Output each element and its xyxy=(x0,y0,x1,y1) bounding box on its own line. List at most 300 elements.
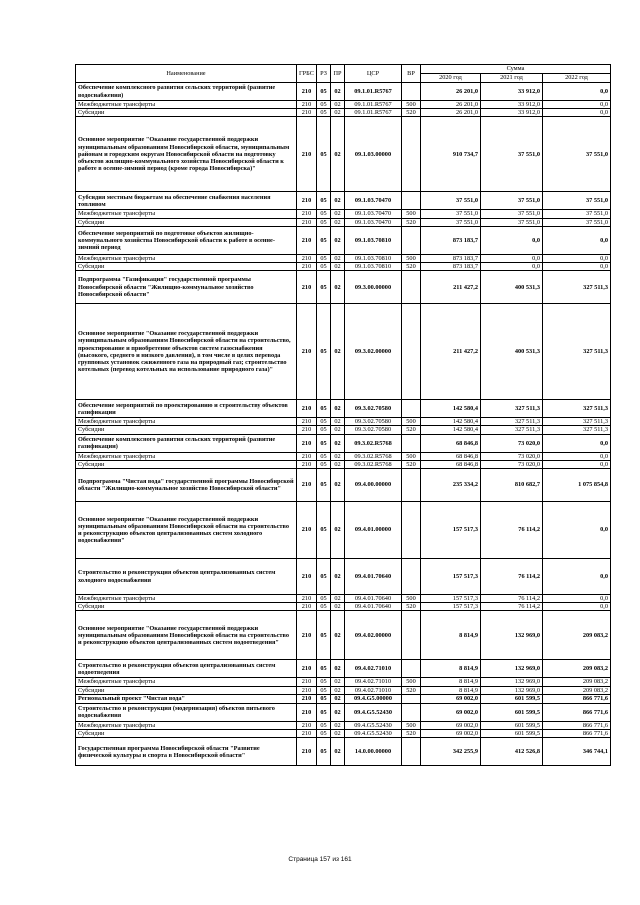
cell-2022: 0,0 xyxy=(543,595,611,603)
cell-vr xyxy=(402,83,421,101)
cell-2020: 157 517,3 xyxy=(421,603,481,611)
cell-2021: 73 020,0 xyxy=(481,452,543,460)
cell-csr: 09.3.02.R5768 xyxy=(345,434,402,452)
cell-2021: 327 511,3 xyxy=(481,426,543,434)
page-number: Страница 157 из 161 xyxy=(288,856,352,863)
cell-2021: 76 114,2 xyxy=(481,559,543,595)
table-row xyxy=(76,226,611,254)
table-row xyxy=(76,502,611,559)
header-pr: ПР xyxy=(331,65,345,83)
cell-rz: 05 xyxy=(317,426,331,434)
cell-name: Субсидии xyxy=(76,218,297,226)
cell-vr: 500 xyxy=(402,721,421,729)
table-row xyxy=(76,611,611,660)
cell-2022: 327 511,3 xyxy=(543,400,611,418)
cell-name: Обеспечение мероприятий по проектированию и строительству объектов газификации xyxy=(76,400,297,418)
cell-csr: 09.4.02.00000 xyxy=(345,611,402,660)
header-rz: РЗ xyxy=(317,65,331,83)
table-row xyxy=(76,730,611,738)
cell-2022: 0,0 xyxy=(543,434,611,452)
cell-vr xyxy=(402,502,421,559)
cell-2021: 132 969,0 xyxy=(481,611,543,660)
cell-pr: 02 xyxy=(331,603,345,611)
cell-vr xyxy=(402,117,421,192)
cell-2022: 37 551,0 xyxy=(543,210,611,218)
cell-rz: 05 xyxy=(317,210,331,218)
cell-2021: 73 020,0 xyxy=(481,434,543,452)
cell-2020: 235 334,2 xyxy=(421,469,481,502)
cell-2021: 76 114,2 xyxy=(481,603,543,611)
cell-csr: 09.3.02.R5768 xyxy=(345,460,402,468)
cell-vr: 520 xyxy=(402,218,421,226)
table-row xyxy=(76,304,611,400)
cell-vr: 500 xyxy=(402,595,421,603)
cell-vr: 520 xyxy=(402,603,421,611)
cell-pr: 02 xyxy=(331,400,345,418)
cell-vr: 520 xyxy=(402,426,421,434)
table-row xyxy=(76,101,611,109)
cell-pr: 02 xyxy=(331,469,345,502)
cell-name: Региональный проект "Чистая вода" xyxy=(76,694,297,703)
cell-name: Подпрограмма "Газификация" государственной программы Новосибирской области "Жилищно-коммунальное хозяйство Новосибирской области" xyxy=(76,271,297,304)
cell-csr: 09.1.03.70470 xyxy=(345,210,402,218)
cell-vr: 520 xyxy=(402,686,421,694)
table-row xyxy=(76,703,611,721)
cell-vr xyxy=(402,271,421,304)
cell-grbs: 210 xyxy=(297,452,317,460)
table-body xyxy=(76,83,611,766)
cell-2022: 37 551,0 xyxy=(543,192,611,210)
cell-grbs: 210 xyxy=(297,271,317,304)
cell-grbs: 210 xyxy=(297,254,317,262)
cell-grbs: 210 xyxy=(297,460,317,468)
cell-rz: 05 xyxy=(317,226,331,254)
cell-2021: 73 020,0 xyxy=(481,460,543,468)
cell-csr: 09.1.01.R5767 xyxy=(345,109,402,117)
cell-vr xyxy=(402,660,421,678)
cell-grbs: 210 xyxy=(297,426,317,434)
cell-grbs: 210 xyxy=(297,304,317,400)
cell-name: Основное мероприятие "Оказание государственной поддержки муниципальным образованиям Новосибирской области на строительство и реконструкцию объектов централизованных систем холодного водоснабжения" xyxy=(76,502,297,559)
cell-grbs: 210 xyxy=(297,117,317,192)
table-row xyxy=(76,603,611,611)
cell-name: Субсидии xyxy=(76,109,297,117)
cell-rz: 05 xyxy=(317,83,331,101)
cell-rz: 05 xyxy=(317,686,331,694)
cell-name: Государственная программа Новосибирской области "Развитие физической культуры и спорта в Новосибирской области" xyxy=(76,738,297,766)
cell-pr: 02 xyxy=(331,694,345,703)
cell-2022: 37 551,0 xyxy=(543,218,611,226)
cell-grbs: 210 xyxy=(297,109,317,117)
cell-2020: 8 814,9 xyxy=(421,660,481,678)
cell-rz: 05 xyxy=(317,460,331,468)
header-year-2020: 2020 год xyxy=(421,74,481,83)
cell-2022: 1 075 854,8 xyxy=(543,469,611,502)
cell-csr: 09.1.03.00000 xyxy=(345,117,402,192)
cell-2021: 0,0 xyxy=(481,263,543,271)
cell-name: Межбюджетные трансферты xyxy=(76,678,297,686)
cell-csr: 09.4.02.71010 xyxy=(345,660,402,678)
cell-grbs: 210 xyxy=(297,400,317,418)
cell-2022: 0,0 xyxy=(543,603,611,611)
table-row xyxy=(76,678,611,686)
cell-2020: 69 002,0 xyxy=(421,694,481,703)
cell-vr xyxy=(402,703,421,721)
cell-rz: 05 xyxy=(317,452,331,460)
cell-pr: 02 xyxy=(331,738,345,766)
cell-rz: 05 xyxy=(317,660,331,678)
cell-2021: 327 511,3 xyxy=(481,400,543,418)
cell-rz: 05 xyxy=(317,595,331,603)
table-row xyxy=(76,660,611,678)
cell-pr: 02 xyxy=(331,595,345,603)
cell-pr: 02 xyxy=(331,101,345,109)
cell-vr: 520 xyxy=(402,460,421,468)
cell-name: Субсидии xyxy=(76,730,297,738)
cell-csr: 09.4.01.00000 xyxy=(345,502,402,559)
header-vr: ВР xyxy=(402,65,421,83)
cell-rz: 05 xyxy=(317,192,331,210)
cell-2020: 142 580,4 xyxy=(421,400,481,418)
header-year-2021: 2021 год xyxy=(481,74,543,83)
cell-csr: 09.1.03.70810 xyxy=(345,254,402,262)
cell-csr: 09.4.01.70640 xyxy=(345,595,402,603)
cell-rz: 05 xyxy=(317,559,331,595)
table-row xyxy=(76,460,611,468)
cell-name: Субсидии xyxy=(76,263,297,271)
cell-2021: 33 912,0 xyxy=(481,101,543,109)
cell-2020: 37 551,0 xyxy=(421,192,481,210)
cell-grbs: 210 xyxy=(297,263,317,271)
cell-csr: 09.1.03.70470 xyxy=(345,192,402,210)
cell-rz: 05 xyxy=(317,434,331,452)
cell-name: Субсидия местным бюджетам на обеспечение снабжения населения топливом xyxy=(76,192,297,210)
cell-rz: 05 xyxy=(317,101,331,109)
cell-2021: 132 969,0 xyxy=(481,678,543,686)
table-row xyxy=(76,263,611,271)
cell-name: Субсидии xyxy=(76,603,297,611)
cell-pr: 02 xyxy=(331,109,345,117)
cell-vr xyxy=(402,469,421,502)
cell-pr: 02 xyxy=(331,559,345,595)
cell-2020: 142 580,4 xyxy=(421,426,481,434)
cell-grbs: 210 xyxy=(297,721,317,729)
table-row xyxy=(76,418,611,426)
cell-rz: 05 xyxy=(317,603,331,611)
cell-grbs: 210 xyxy=(297,502,317,559)
cell-grbs: 210 xyxy=(297,210,317,218)
cell-vr: 500 xyxy=(402,678,421,686)
cell-pr: 02 xyxy=(331,730,345,738)
cell-2021: 132 969,0 xyxy=(481,660,543,678)
cell-pr: 02 xyxy=(331,678,345,686)
cell-2020: 211 427,2 xyxy=(421,304,481,400)
header-sum: Сумма xyxy=(421,65,611,74)
cell-name: Строительство и реконструкция (модернизация) объектов питьевого водоснабжения xyxy=(76,703,297,721)
table-row xyxy=(76,218,611,226)
cell-2020: 69 002,0 xyxy=(421,721,481,729)
cell-2020: 69 002,0 xyxy=(421,703,481,721)
table-row xyxy=(76,117,611,192)
cell-2022: 327 511,3 xyxy=(543,426,611,434)
cell-name: Межбюджетные трансферты xyxy=(76,595,297,603)
cell-2021: 601 599,5 xyxy=(481,730,543,738)
cell-2022: 0,0 xyxy=(543,559,611,595)
cell-2021: 601 599,5 xyxy=(481,721,543,729)
cell-2021: 37 551,0 xyxy=(481,210,543,218)
cell-grbs: 210 xyxy=(297,101,317,109)
table-row xyxy=(76,426,611,434)
cell-pr: 02 xyxy=(331,418,345,426)
cell-grbs: 210 xyxy=(297,611,317,660)
cell-name: Строительство и реконструкция объектов централизованных систем холодного водоснабжения xyxy=(76,559,297,595)
cell-csr: 09.4.G5.52430 xyxy=(345,703,402,721)
cell-rz: 05 xyxy=(317,678,331,686)
header-year-2022: 2022 год xyxy=(543,74,611,83)
cell-name: Обеспечение мероприятий по подготовке объектов жилищно-коммунального хозяйства Новосибирской области к работе в осенне-зимний период xyxy=(76,226,297,254)
cell-grbs: 210 xyxy=(297,730,317,738)
cell-name: Межбюджетные трансферты xyxy=(76,418,297,426)
cell-rz: 05 xyxy=(317,703,331,721)
cell-2022: 866 771,6 xyxy=(543,703,611,721)
cell-grbs: 210 xyxy=(297,559,317,595)
cell-pr: 02 xyxy=(331,192,345,210)
cell-csr: 09.4.02.71010 xyxy=(345,686,402,694)
cell-grbs: 210 xyxy=(297,226,317,254)
cell-name: Основное мероприятие "Оказание государственной поддержки муниципальным образованиям Новосибирской области на строительство, проектирование и приобретение объектов систем газоснабжения (высокого, среднего и низкого давления), в том числе в целях перевода групповых установок сжиженного газа на природный газ; строительство котельных (перевод котельных на использование природного газа)" xyxy=(76,304,297,400)
cell-pr: 02 xyxy=(331,434,345,452)
cell-rz: 05 xyxy=(317,469,331,502)
cell-rz: 05 xyxy=(317,263,331,271)
cell-2020: 157 517,3 xyxy=(421,502,481,559)
cell-vr: 500 xyxy=(402,210,421,218)
table-row xyxy=(76,686,611,694)
cell-grbs: 210 xyxy=(297,418,317,426)
cell-csr: 09.4.01.70640 xyxy=(345,603,402,611)
cell-vr xyxy=(402,611,421,660)
cell-rz: 05 xyxy=(317,117,331,192)
cell-2022: 209 083,2 xyxy=(543,611,611,660)
cell-csr: 09.3.02.R5768 xyxy=(345,452,402,460)
budget-table xyxy=(75,64,611,766)
cell-2022: 209 083,2 xyxy=(543,660,611,678)
table-row xyxy=(76,452,611,460)
cell-name: Обеспечение комплексного развития сельских территорий (развитие газификации) xyxy=(76,434,297,452)
cell-rz: 05 xyxy=(317,730,331,738)
cell-2022: 0,0 xyxy=(543,452,611,460)
cell-rz: 05 xyxy=(317,218,331,226)
cell-2020: 37 551,0 xyxy=(421,210,481,218)
cell-csr: 09.4.00.00000 xyxy=(345,469,402,502)
cell-2022: 346 744,1 xyxy=(543,738,611,766)
cell-2020: 26 201,0 xyxy=(421,109,481,117)
cell-name: Субсидии xyxy=(76,686,297,694)
cell-2022: 0,0 xyxy=(543,83,611,101)
cell-2021: 400 531,3 xyxy=(481,271,543,304)
cell-2020: 873 183,7 xyxy=(421,254,481,262)
cell-2021: 37 551,0 xyxy=(481,192,543,210)
cell-name: Подпрограмма "Чистая вода" государственной программы Новосибирской области "Жилищно-коммунальное хозяйство Новосибирской области" xyxy=(76,469,297,502)
table-row xyxy=(76,721,611,729)
table-row xyxy=(76,83,611,101)
table-row xyxy=(76,595,611,603)
cell-pr: 02 xyxy=(331,210,345,218)
cell-2020: 142 580,4 xyxy=(421,418,481,426)
cell-vr xyxy=(402,559,421,595)
cell-grbs: 210 xyxy=(297,694,317,703)
cell-2020: 68 846,8 xyxy=(421,434,481,452)
cell-vr: 520 xyxy=(402,263,421,271)
cell-2020: 8 814,9 xyxy=(421,686,481,694)
cell-vr: 500 xyxy=(402,254,421,262)
table-row xyxy=(76,109,611,117)
cell-csr: 09.1.03.70810 xyxy=(345,263,402,271)
cell-2020: 873 183,7 xyxy=(421,263,481,271)
cell-2020: 211 427,2 xyxy=(421,271,481,304)
cell-2022: 0,0 xyxy=(543,109,611,117)
cell-csr: 09.4.01.70640 xyxy=(345,559,402,595)
cell-csr: 09.1.01.R5767 xyxy=(345,101,402,109)
budget-table-container xyxy=(75,64,610,766)
cell-name: Межбюджетные трансферты xyxy=(76,101,297,109)
cell-2022: 0,0 xyxy=(543,502,611,559)
cell-2022: 37 551,0 xyxy=(543,117,611,192)
cell-2021: 0,0 xyxy=(481,226,543,254)
cell-grbs: 210 xyxy=(297,678,317,686)
cell-pr: 02 xyxy=(331,271,345,304)
cell-2021: 37 551,0 xyxy=(481,218,543,226)
cell-rz: 05 xyxy=(317,418,331,426)
cell-csr: 09.4.G5.52430 xyxy=(345,730,402,738)
cell-2021: 400 531,3 xyxy=(481,304,543,400)
cell-pr: 02 xyxy=(331,703,345,721)
cell-name: Строительство и реконструкция объектов централизованных систем водоотведения xyxy=(76,660,297,678)
cell-grbs: 210 xyxy=(297,83,317,101)
cell-2020: 26 201,0 xyxy=(421,83,481,101)
table-row xyxy=(76,192,611,210)
table-row xyxy=(76,694,611,703)
table-row xyxy=(76,434,611,452)
header-csr: ЦСР xyxy=(345,65,402,83)
cell-pr: 02 xyxy=(331,117,345,192)
cell-rz: 05 xyxy=(317,611,331,660)
cell-name: Межбюджетные трансферты xyxy=(76,721,297,729)
cell-vr xyxy=(402,226,421,254)
cell-2020: 68 846,8 xyxy=(421,452,481,460)
cell-name: Субсидии xyxy=(76,460,297,468)
cell-csr: 09.3.02.70580 xyxy=(345,418,402,426)
cell-rz: 05 xyxy=(317,738,331,766)
cell-pr: 02 xyxy=(331,226,345,254)
cell-csr: 09.1.03.70470 xyxy=(345,218,402,226)
cell-name: Основное мероприятие "Оказание государственной поддержки муниципальным образованиям Новосибирской области на строительство и реконструкцию объектов централизованных систем водоотведения" xyxy=(76,611,297,660)
cell-rz: 05 xyxy=(317,109,331,117)
cell-csr: 09.4.G5.52430 xyxy=(345,721,402,729)
cell-2020: 69 002,0 xyxy=(421,730,481,738)
cell-name: Основное мероприятие "Оказание государственной поддержки муниципальным образованиям Новосибирской области, муниципальным районам и городским округам Новосибирской области на подготовку объектов жилищно-коммунального хозяйства Новосибирской области к работе в осенне-зимний период (кроме города Новосибирска)" xyxy=(76,117,297,192)
cell-vr xyxy=(402,400,421,418)
cell-2020: 157 517,3 xyxy=(421,595,481,603)
cell-rz: 05 xyxy=(317,271,331,304)
cell-2022: 866 771,6 xyxy=(543,694,611,703)
cell-grbs: 210 xyxy=(297,595,317,603)
cell-2020: 8 814,9 xyxy=(421,611,481,660)
cell-grbs: 210 xyxy=(297,434,317,452)
header-grbs: ГРБС xyxy=(297,65,317,83)
table-row xyxy=(76,210,611,218)
cell-2022: 866 771,6 xyxy=(543,721,611,729)
cell-grbs: 210 xyxy=(297,603,317,611)
cell-csr: 09.3.02.00000 xyxy=(345,304,402,400)
cell-name: Межбюджетные трансферты xyxy=(76,254,297,262)
cell-grbs: 210 xyxy=(297,703,317,721)
cell-2021: 132 969,0 xyxy=(481,686,543,694)
cell-2022: 0,0 xyxy=(543,254,611,262)
cell-pr: 02 xyxy=(331,660,345,678)
cell-rz: 05 xyxy=(317,694,331,703)
cell-2022: 0,0 xyxy=(543,101,611,109)
cell-csr: 09.4.G5.00000 xyxy=(345,694,402,703)
cell-vr: 500 xyxy=(402,418,421,426)
cell-grbs: 210 xyxy=(297,686,317,694)
cell-pr: 02 xyxy=(331,460,345,468)
cell-csr: 09.1.03.70810 xyxy=(345,226,402,254)
cell-2022: 866 771,6 xyxy=(543,730,611,738)
cell-pr: 02 xyxy=(331,218,345,226)
cell-2020: 8 814,9 xyxy=(421,678,481,686)
cell-2021: 0,0 xyxy=(481,254,543,262)
cell-rz: 05 xyxy=(317,721,331,729)
cell-vr xyxy=(402,738,421,766)
cell-pr: 02 xyxy=(331,452,345,460)
cell-2022: 209 083,2 xyxy=(543,686,611,694)
cell-grbs: 210 xyxy=(297,192,317,210)
cell-csr: 14.0.00.00000 xyxy=(345,738,402,766)
cell-rz: 05 xyxy=(317,400,331,418)
cell-rz: 05 xyxy=(317,254,331,262)
cell-csr: 09.3.02.70580 xyxy=(345,400,402,418)
cell-2021: 33 912,0 xyxy=(481,109,543,117)
header-name: Наименование xyxy=(76,65,297,83)
cell-pr: 02 xyxy=(331,263,345,271)
cell-pr: 02 xyxy=(331,721,345,729)
cell-2021: 33 912,0 xyxy=(481,83,543,101)
cell-2020: 910 734,7 xyxy=(421,117,481,192)
cell-rz: 05 xyxy=(317,502,331,559)
cell-vr xyxy=(402,304,421,400)
cell-pr: 02 xyxy=(331,83,345,101)
cell-csr: 09.3.02.70580 xyxy=(345,426,402,434)
cell-2022: 327 511,3 xyxy=(543,304,611,400)
cell-2022: 0,0 xyxy=(543,226,611,254)
cell-vr: 520 xyxy=(402,109,421,117)
cell-grbs: 210 xyxy=(297,218,317,226)
cell-pr: 02 xyxy=(331,502,345,559)
cell-2021: 37 551,0 xyxy=(481,117,543,192)
cell-2021: 327 511,3 xyxy=(481,418,543,426)
cell-grbs: 210 xyxy=(297,738,317,766)
cell-2020: 68 846,8 xyxy=(421,460,481,468)
cell-vr xyxy=(402,694,421,703)
table-row xyxy=(76,400,611,418)
cell-2020: 37 551,0 xyxy=(421,218,481,226)
cell-2021: 412 526,8 xyxy=(481,738,543,766)
cell-2022: 327 511,3 xyxy=(543,271,611,304)
cell-2021: 601 599,5 xyxy=(481,694,543,703)
cell-vr: 520 xyxy=(402,730,421,738)
cell-name: Субсидии xyxy=(76,426,297,434)
cell-2021: 810 682,7 xyxy=(481,469,543,502)
